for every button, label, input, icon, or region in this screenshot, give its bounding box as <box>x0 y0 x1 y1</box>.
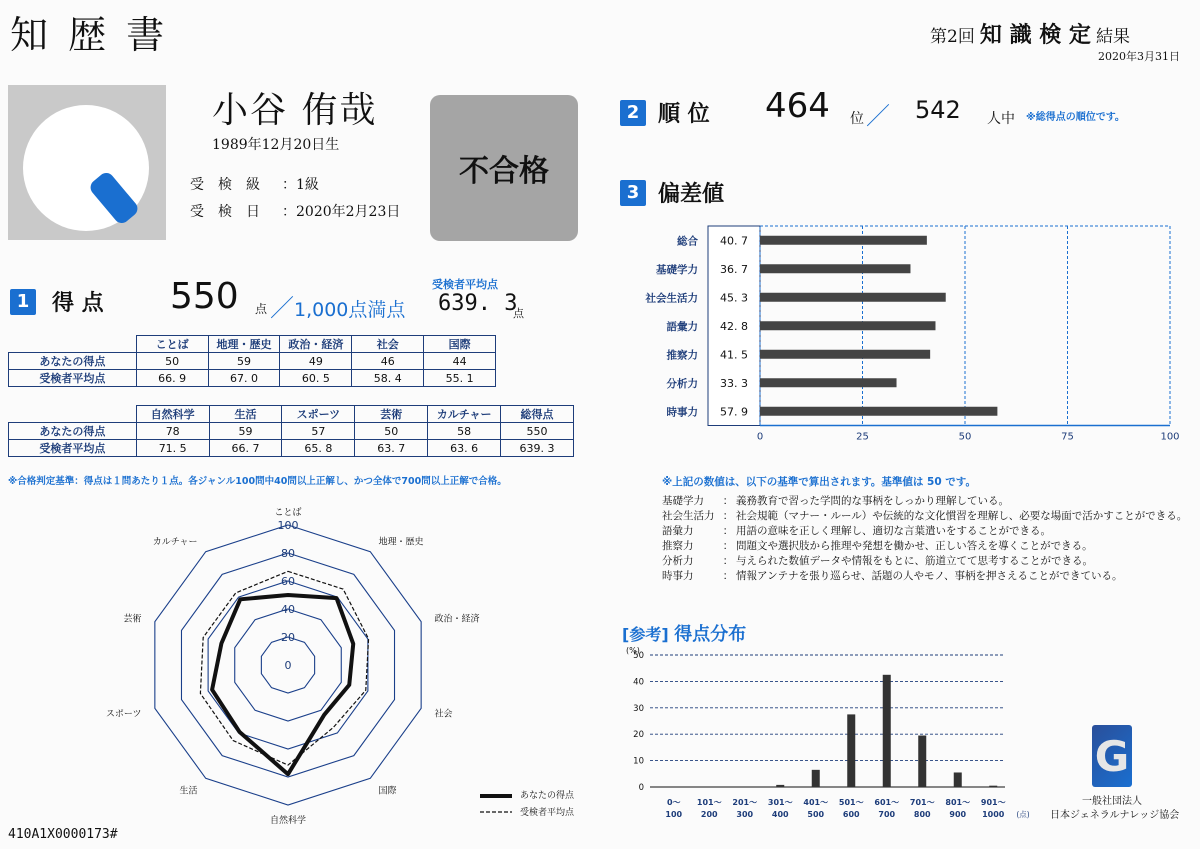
explanation-colon: ： <box>722 540 734 552</box>
table-cell: 78 <box>136 423 209 440</box>
explanation-colon: ： <box>722 510 734 522</box>
table-header: 芸術 <box>355 406 428 423</box>
distribution-x-tick-label: 700 <box>878 810 896 819</box>
org-name-1: 一般社団法人 <box>1082 796 1142 807</box>
deviation-category-label: 分析力 <box>666 377 698 390</box>
distribution-y-tick-label: 50 <box>633 651 644 661</box>
deviation-label: 偏差値 <box>658 182 725 207</box>
score-value: 550 <box>170 276 239 317</box>
distribution-x-tick-label: 800 <box>913 810 931 819</box>
distribution-x-tick-label: 601〜 <box>874 798 900 807</box>
explanation-item <box>662 509 1192 524</box>
section-number-1: 1 <box>10 289 36 315</box>
radar-tick-label: 100 <box>277 519 299 532</box>
deviation-bar-chart <box>630 222 1180 467</box>
distribution-bar <box>812 770 820 787</box>
deviation-value-label: 57. 9 <box>720 405 748 419</box>
explanation-item <box>662 554 1192 569</box>
distribution-bar <box>989 786 997 787</box>
radar-category-label: 地理・歴史 <box>378 537 424 548</box>
table-cell: 550 <box>501 423 574 440</box>
result-text: 不合格 <box>459 154 549 189</box>
legend-yours-label: あなたの得点 <box>520 791 575 801</box>
rank-note: ※総得点の順位です。 <box>1026 112 1125 123</box>
table-row <box>9 423 574 440</box>
table-header: 生活 <box>209 406 282 423</box>
table-cell: 49 <box>280 353 352 370</box>
radar-category-label: 生活 <box>179 786 198 797</box>
deviation-value-label: 40. 7 <box>720 234 748 248</box>
table-cell: 58 <box>428 423 501 440</box>
table-cell: 58. 4 <box>352 370 424 387</box>
distribution-x-tick-label: 801〜 <box>945 798 971 807</box>
table-cell: 66. 7 <box>209 440 282 457</box>
explanation-colon: ： <box>722 525 734 537</box>
explanation-key: 基礎学力 <box>662 495 704 507</box>
serial-number: 410A1X0000173# <box>8 827 118 842</box>
table-header: 政治・経済 <box>280 336 352 353</box>
distribution-title <box>622 620 746 646</box>
deviation-bar <box>760 236 927 245</box>
table-header: スポーツ <box>282 406 355 423</box>
deviation-category-label: 総合 <box>677 235 698 248</box>
distribution-bar <box>883 675 891 787</box>
distribution-x-tick-label: 401〜 <box>803 798 829 807</box>
exam-date-row <box>190 201 400 221</box>
distribution-x-tick-label: 201〜 <box>732 798 758 807</box>
distribution-bar-chart <box>620 645 1040 830</box>
deviation-x-tick-label: 50 <box>958 431 972 443</box>
deviation-bar <box>760 407 997 416</box>
row-label: 受検者平均点 <box>9 370 137 387</box>
distribution-x-tick-label: 900 <box>949 810 967 819</box>
distribution-bar <box>918 736 926 787</box>
table-cell: 46 <box>352 353 424 370</box>
explanation-text: 与えられた数値データや情報をもとに、筋道立てて思考することができる。 <box>736 555 1093 567</box>
table-row <box>9 370 496 387</box>
score-table-2 <box>8 405 574 457</box>
table-cell: 44 <box>424 353 496 370</box>
score-label: 得 点 <box>52 291 104 316</box>
deviation-bar <box>760 350 930 359</box>
explanation-key: 分析力 <box>662 555 694 567</box>
score-unit: 点 <box>255 302 268 316</box>
deviation-category-label: 基礎学力 <box>656 263 698 276</box>
full-score-text: 1,000点満点 <box>294 299 406 321</box>
deviation-category-label: 時事力 <box>666 406 698 419</box>
rank-slash: ／ <box>866 102 890 130</box>
exam-heading <box>930 18 1130 49</box>
deviation-bar <box>760 293 946 302</box>
radar-category-label: ことば <box>274 508 302 518</box>
rank-total-unit: 人中 <box>987 111 1015 127</box>
grade-row <box>190 174 319 194</box>
distribution-x-tick-label: 400 <box>771 810 789 819</box>
exam-date-value: ：2020年2月23日 <box>282 204 401 220</box>
table-cell: 66. 9 <box>136 370 208 387</box>
distribution-bar <box>954 772 962 787</box>
table-cell: 50 <box>355 423 428 440</box>
row-label: あなたの得点 <box>9 423 137 440</box>
exam-prefix: 第2回 <box>930 27 975 47</box>
org-logo <box>1092 725 1132 787</box>
distribution-bar <box>776 785 784 787</box>
radar-tick-label: 60 <box>281 575 295 588</box>
average-value: 639. 3 <box>438 291 518 316</box>
distribution-y-tick-label: 0 <box>638 783 644 793</box>
explanation-text: 用語の意味を正しく理解し、適切な言葉遣いをすることができる。 <box>736 525 1051 537</box>
deviation-bar <box>760 321 935 330</box>
distribution-x-tick-label: 600 <box>842 810 860 819</box>
radar-category-label: 芸術 <box>123 614 142 625</box>
distribution-title-text: 得点分布 <box>674 624 747 645</box>
distribution-x-tick-label: 300 <box>736 810 754 819</box>
table-cell: 63. 6 <box>428 440 501 457</box>
deviation-category-label: 推察力 <box>666 349 698 362</box>
radar-legend-lines <box>478 788 514 818</box>
section-number-2: 2 <box>620 100 646 126</box>
deviation-x-tick-label: 0 <box>756 431 764 443</box>
distribution-x-tick-label: 301〜 <box>767 798 793 807</box>
q-logo-icon <box>8 85 166 240</box>
distribution-x-tick-label: 500 <box>807 810 825 819</box>
explanation-item <box>662 539 1192 554</box>
exam-name: 知 識 検 定 <box>979 23 1091 48</box>
table-cell: 65. 8 <box>282 440 355 457</box>
radar-category-label: 国際 <box>378 786 397 797</box>
distribution-title-prefix: [参考] <box>622 625 669 644</box>
explanation-text: 問題文や選択肢から推理や発想を働かせ、正しい答えを導くことができる。 <box>736 540 1093 552</box>
explanation-key: 推察力 <box>662 540 694 552</box>
average-label: 受検者平均点 <box>432 278 498 291</box>
distribution-x-tick-label: 1000 <box>982 810 1005 819</box>
full-score-slash: ／ <box>270 294 294 322</box>
deviation-value-label: 33. 3 <box>720 376 748 390</box>
distribution-bar <box>847 714 855 787</box>
org-name-2: 日本ジェネラルナレッジ協会 <box>1050 810 1180 821</box>
grade-label: 受 検 級 <box>190 177 260 193</box>
table-header: カルチャー <box>428 406 501 423</box>
result-badge <box>430 95 578 241</box>
q-logo <box>8 85 166 240</box>
table-cell: 59 <box>208 353 280 370</box>
average-unit: 点 <box>513 307 524 320</box>
birth-date: 1989年12月20日生 <box>212 137 340 153</box>
deviation-x-tick-label: 75 <box>1061 431 1074 443</box>
table-cell: 60. 5 <box>280 370 352 387</box>
explanation-key: 時事力 <box>662 570 694 582</box>
explanation-key: 社会生活力 <box>662 510 715 522</box>
table-cell: 63. 7 <box>355 440 428 457</box>
page-title: 知 歴 書 <box>10 13 169 57</box>
table-cell: 639. 3 <box>501 440 574 457</box>
distribution-x-tick-label: 901〜 <box>980 798 1006 807</box>
table-cell: 71. 5 <box>136 440 209 457</box>
row-label: 受検者平均点 <box>9 440 137 457</box>
rank-value: 464 <box>765 86 830 126</box>
table-row <box>9 440 574 457</box>
distribution-x-tick-label: 701〜 <box>909 798 935 807</box>
deviation-bar <box>760 378 897 387</box>
grade-value: ：1級 <box>282 177 319 193</box>
distribution-x-tick-label: 200 <box>700 810 718 819</box>
person-name: 小谷 侑哉 <box>212 90 378 131</box>
explanation-item <box>662 524 1192 539</box>
radar-category-label: 政治・経済 <box>434 614 480 625</box>
radar-category-label: カルチャー <box>152 537 198 548</box>
exam-date-label: 受 検 日 <box>190 204 260 220</box>
distribution-y-unit: (%) <box>626 646 640 655</box>
rank-unit: 位 <box>850 111 864 127</box>
table-cell: 59 <box>209 423 282 440</box>
explanation-item <box>662 569 1192 584</box>
table-header: 社会 <box>352 336 424 353</box>
section-number-3: 3 <box>620 180 646 206</box>
explanation-colon: ： <box>722 495 734 507</box>
distribution-x-tick-label: 101〜 <box>696 798 722 807</box>
explanation-item <box>662 494 1192 509</box>
distribution-y-tick-label: 20 <box>633 730 644 741</box>
table-header: 自然科学 <box>136 406 209 423</box>
deviation-value-label: 45. 3 <box>720 291 748 305</box>
distribution-x-tick-label: 0〜 <box>666 798 681 807</box>
explanation-text: 社会規範（マナー・ルール）や伝統的な文化慣習を理解し、必要な場面で活かすことができる。 <box>736 510 1188 522</box>
table-header-row <box>9 336 496 353</box>
radar-category-label: 社会 <box>434 709 453 720</box>
issue-date: 2020年3月31日 <box>1098 50 1180 63</box>
org-logo-letter: G <box>1094 731 1130 781</box>
table-cell: 55. 1 <box>424 370 496 387</box>
radar-tick-label: 40 <box>281 603 295 616</box>
table-header: 総得点 <box>501 406 574 423</box>
distribution-y-tick-label: 10 <box>633 756 644 767</box>
legend-avg-label: 受検者平均点 <box>520 808 575 818</box>
radar-tick-label: 20 <box>281 631 295 644</box>
distribution-x-unit: (点) <box>1016 810 1030 819</box>
deviation-x-tick-label: 100 <box>1160 431 1180 443</box>
deviation-value-label: 36. 7 <box>720 262 748 276</box>
table-cell: 50 <box>136 353 208 370</box>
explanation-key: 語彙力 <box>662 525 694 537</box>
distribution-y-tick-label: 40 <box>633 677 644 688</box>
distribution-x-tick-label: 501〜 <box>838 798 864 807</box>
table-cell: 67. 0 <box>208 370 280 387</box>
table-row <box>9 353 496 370</box>
table-header: 国際 <box>424 336 496 353</box>
score-table-1 <box>8 335 496 387</box>
explanation-text: 義務教育で習った学問的な事柄をしっかり理解している。 <box>736 495 1009 507</box>
row-label: あなたの得点 <box>9 353 137 370</box>
radar-category-label: スポーツ <box>105 709 142 720</box>
distribution-y-tick-label: 30 <box>633 703 644 714</box>
explanation-text: 情報アンテナを張り巡らせ、話題の人やモノ、事柄を押さえることができている。 <box>736 570 1123 582</box>
deviation-x-tick-label: 25 <box>856 431 869 443</box>
score-heading <box>10 286 104 317</box>
radar-tick-label: 0 <box>284 659 292 672</box>
deviation-category-label: 社会生活力 <box>645 292 698 305</box>
deviation-value-label: 42. 8 <box>720 319 748 333</box>
table-cell: 57 <box>282 423 355 440</box>
table-header-row <box>9 406 574 423</box>
rank-total: 542 <box>915 96 961 124</box>
table-header: ことば <box>136 336 208 353</box>
exam-suffix: 結果 <box>1096 27 1130 47</box>
deviation-category-label: 語彙力 <box>666 320 698 333</box>
deviation-value-label: 41. 5 <box>720 348 748 362</box>
rank-heading <box>620 97 710 128</box>
deviation-note: ※上記の数値は、以下の基準で算出されます。基準値は 50 です。 <box>662 476 976 488</box>
full-score <box>270 288 405 323</box>
explanation-colon: ： <box>722 555 734 567</box>
pass-criteria: ※合格判定基準：得点は１問あたり１点。各ジャンル100問中40問以上正解し、かつ全体で700問以上正解で合格。 <box>8 476 507 487</box>
table-header: 地理・歴史 <box>208 336 280 353</box>
radar-category-label: 自然科学 <box>269 816 307 826</box>
deviation-heading <box>620 177 724 208</box>
radar-tick-label: 80 <box>281 547 295 560</box>
explanation-colon: ： <box>722 570 734 582</box>
rank-label: 順 位 <box>658 102 710 127</box>
distribution-x-tick-label: 100 <box>665 810 683 819</box>
explanations-list <box>662 494 1192 584</box>
deviation-bar <box>760 264 910 273</box>
